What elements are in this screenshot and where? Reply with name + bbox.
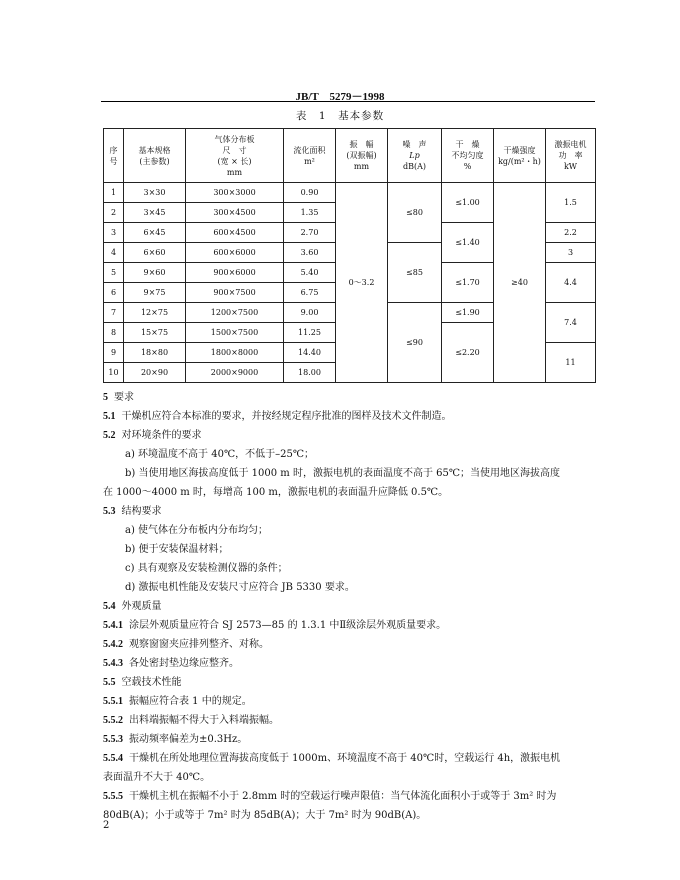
uniformity-cell: ≤1.70	[442, 263, 494, 303]
clause-continued: 表面温升不大于 40℃。	[103, 772, 211, 783]
clause-continued: 80dB(A)；小于或等于 7m² 时为 85dB(A)；大于 7m² 时为 90dB(A)。	[103, 810, 427, 821]
table-caption: 表 1 基本参数	[295, 110, 385, 122]
strength-cell: ≥40	[494, 183, 546, 383]
list-item: a) 使气体在分布板内分布均匀；	[125, 525, 269, 536]
noise-cell: ≤90	[388, 303, 442, 383]
basic-parameters-table	[103, 128, 596, 383]
motor-cell: 3	[546, 243, 596, 263]
table-row: 9 18×80 1800×8000 14.40 11	[104, 343, 596, 363]
uniformity-cell: ≤2.20	[442, 323, 494, 383]
table-row: 2 3×45 300×4500 1.35	[104, 203, 596, 223]
list-item-continued: 在 1000～4000 m 时，每增高 100 m，激振电机的表面温升应降低 0.5℃。	[103, 487, 449, 498]
header-strength: 干燥强度 kg/(m²・h)	[494, 129, 546, 183]
clause: 5.5.4 干燥机在所处地理位置海拔高度低于 1000m、环境温度不高于 40℃时，空载运行 4h，激振电机	[103, 753, 561, 764]
header-uniformity: 干 燥 不均匀度 %	[442, 129, 494, 183]
uniformity-cell: ≤1.40	[442, 223, 494, 263]
standard-code-header: JB/T 5279－1998	[295, 91, 385, 103]
clause: 5.5.5 干燥机主机在振幅不小于 2.8mm 时的空载运行噪声限值：当气体流化面积小于或等于 3m² 时为	[103, 791, 557, 802]
table-row: 10 20×90 2000×9000 18.00	[104, 363, 596, 383]
motor-cell: 7.4	[546, 303, 596, 343]
clause: 5.5.1 振幅应符合表 1 中的规定。	[103, 696, 252, 707]
table-row: 8 15×75 1500×7500 11.25 ≤2.20	[104, 323, 596, 343]
uniformity-cell: ≤1.00	[442, 183, 494, 223]
header-rule	[101, 101, 595, 102]
list-item: d) 激振电机性能及安装尺寸应符合 JB 5330 要求。	[125, 582, 355, 593]
clause: 5.5.2 出料端振幅不得大于入料端振幅。	[103, 715, 279, 726]
table-row: 5 9×60 900×6000 5.40 ≤1.70 4.4	[104, 263, 596, 283]
amplitude-cell: 0～3.2	[336, 183, 388, 383]
table-row: 3 6×45 600×4500 2.70 ≤1.40 2.2	[104, 223, 596, 243]
list-item: a) 环境温度不高于 40℃，不低于–25℃；	[125, 449, 315, 460]
motor-cell: 4.4	[546, 263, 596, 303]
noise-cell: ≤85	[388, 243, 442, 303]
header-noise: 噪 声 Lp dB(A)	[388, 129, 442, 183]
page-number: 2	[103, 820, 110, 831]
header-motor: 激振电机 功 率 kW	[546, 129, 596, 183]
header-no: 序 号	[104, 129, 124, 183]
clause: 5.2 对环境条件的要求	[103, 430, 202, 441]
list-item: b) 便于安装保温材料；	[125, 544, 229, 555]
header-spec: 基本规格 (主参数)	[124, 129, 186, 183]
table-row: 1 3×30 300×3000 0.90 0～3.2 ≤80 ≤1.00 ≥40 1.5	[104, 183, 596, 203]
clause: 5.4.1 涂层外观质量应符合 SJ 2573—85 的 1.3.1 中Ⅱ级涂层外观质量要求。	[103, 620, 447, 631]
clause: 5.1 干燥机应符合本标准的要求，并按经规定程序批准的图样及技术文件制造。	[103, 411, 452, 422]
requirements-section	[103, 388, 597, 825]
motor-cell: 2.2	[546, 223, 596, 243]
table-row: 6 9×75 900×7500 6.75	[104, 283, 596, 303]
clause: 5.5 空载技术性能	[103, 677, 182, 688]
header-area: 流化面积 m²	[284, 129, 336, 183]
section-heading: 5 要求	[103, 392, 134, 403]
motor-cell: 1.5	[546, 183, 596, 223]
clause: 5.5.3 振动频率偏差为±0.3Hz。	[103, 734, 248, 745]
clause: 5.3 结构要求	[103, 506, 162, 517]
header-amplitude: 振 幅 (双振幅) mm	[336, 129, 388, 183]
table-header-row	[104, 129, 596, 183]
noise-cell: ≤80	[388, 183, 442, 243]
uniformity-cell: ≤1.90	[442, 303, 494, 323]
clause: 5.4.2 观察窗窗夹应排列整齐、对称。	[103, 639, 269, 650]
table-row: 4 6×60 600×6000 3.60 ≤85 3	[104, 243, 596, 263]
list-item: c) 具有观察及安装检测仪器的条件；	[125, 563, 288, 574]
header-plate: 气体分布板 尺 寸 (宽 × 长) mm	[186, 129, 284, 183]
list-item: b) 当使用地区海拔高度低于 1000 m 时，激振电机的表面温度不高于 65℃；当使用地区海拔高度	[125, 468, 561, 479]
table-row: 7 12×75 1200×7500 9.00 ≤90 ≤1.90 7.4	[104, 303, 596, 323]
clause: 5.4.3 各处密封垫边缘应整齐。	[103, 658, 239, 669]
clause: 5.4 外观质量	[103, 601, 162, 612]
motor-cell: 11	[546, 343, 596, 383]
